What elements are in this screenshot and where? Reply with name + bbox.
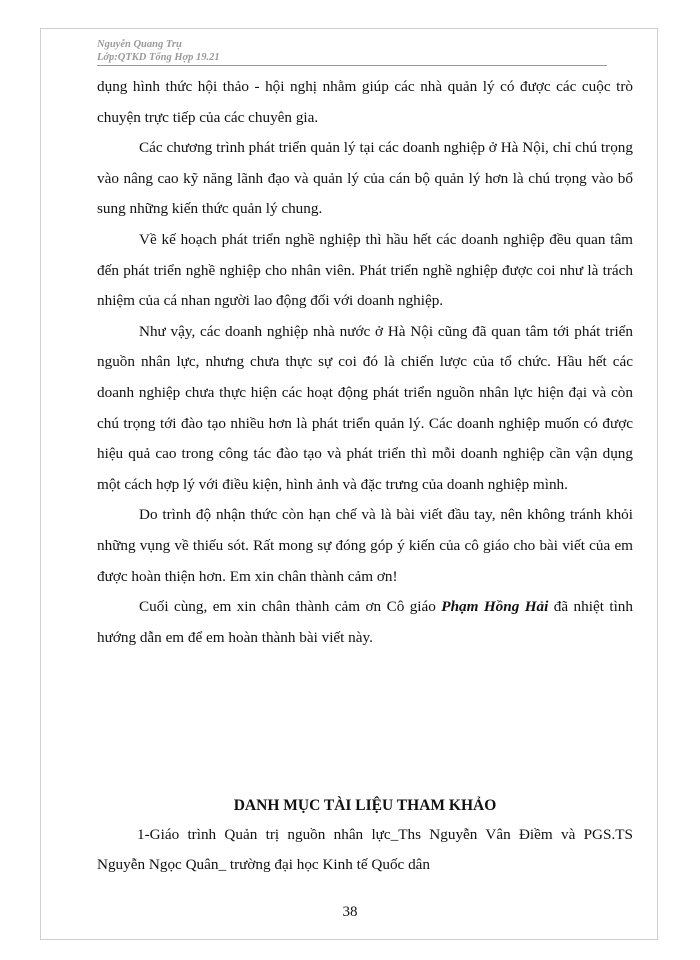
paragraph-conclusion: Như vậy, các doanh nghiệp nhà nước ở Hà Nội cũng đã quan tâm tới phát triển nguồn nhân lực, nhưng chưa thực sự coi đó là chiến lược của tổ chức. Hầu hết các doanh nghiệp chưa thực hiện các hoạt động phát triển nguồn nhân lực hiện đại và còn chú trọng tới đào tạo nhiều hơn là phát triển quản lý. Các doanh nghiệp muốn có được hiệu quả cao trong công tác đào tạo và phát triển thì mỗi doanh nghiệp cần vận dụng một cách hợp lý với điều kiện, hình ảnh và đặc trưng của doanh nghiệp mình. — [97, 322, 633, 493]
references-title: DANH MỤC TÀI LIỆU THAM KHẢO — [233, 797, 497, 814]
paragraph-career-plan: Về kế hoạch phát triển nghề nghiệp thì hầu hết các doanh nghiệp đều quan tâm đến phát triển nghề nghiệp cho nhân viên. Phát triển nghề nghiệp được coi như là trách nhiệm của cá nhan người lao động đối với doanh nghiệp. — [97, 230, 633, 310]
paragraph-management-programs: Các chương trình phát triển quản lý tại các doanh nghiệp ở Hà Nội, chỉ chú trọng vào nâng cao kỹ năng lãnh đạo và quản lý của cán bộ quản lý hơn là chú trọng vào bổ sung những kiến thức quản lý chung. — [97, 139, 633, 218]
main-text — [97, 72, 633, 653]
paragraph-apology: Do trình độ nhận thức còn hạn chế và là bài viết đầu tay, nên không tránh khỏi những vụng về thiếu sót. Rất mong sự đóng góp ý kiến của cô giáo cho bài viết của em được hoàn thiện hơn. Em xin chân thành cảm ơn! — [97, 506, 633, 585]
thanks-text-start: Cuối cùng, em xin chân thành cảm ơn Cô giáo — [139, 598, 442, 616]
teacher-name: Phạm Hồng Hải — [441, 598, 549, 616]
header-class: Lớp:QTKD Tổng Hợp 19.21 — [97, 52, 220, 63]
paragraph-thanks — [97, 592, 633, 653]
page-number: 38 — [342, 904, 358, 920]
thanks-text-end: đã nhiệt tình hướng dẫn em để em hoàn thành bài viết này. — [97, 598, 633, 646]
paragraph-continuation: dụng hình thức hội thảo - hội nghị nhằm giúp các nhà quản lý có được các cuộc trò chuyện trực tiếp của các chuyên gia. — [97, 78, 633, 126]
header-author: Nguyễn Quang Trụ — [97, 39, 182, 50]
references-list — [97, 820, 633, 880]
running-header — [97, 38, 607, 66]
reference-item: 1-Giáo trình Quản trị nguồn nhân lực_Ths Nguyễn Vân Điềm và PGS.TS Nguyễn Ngọc Quân_ trường đại học Kinh tế Quốc dân — [97, 826, 633, 873]
